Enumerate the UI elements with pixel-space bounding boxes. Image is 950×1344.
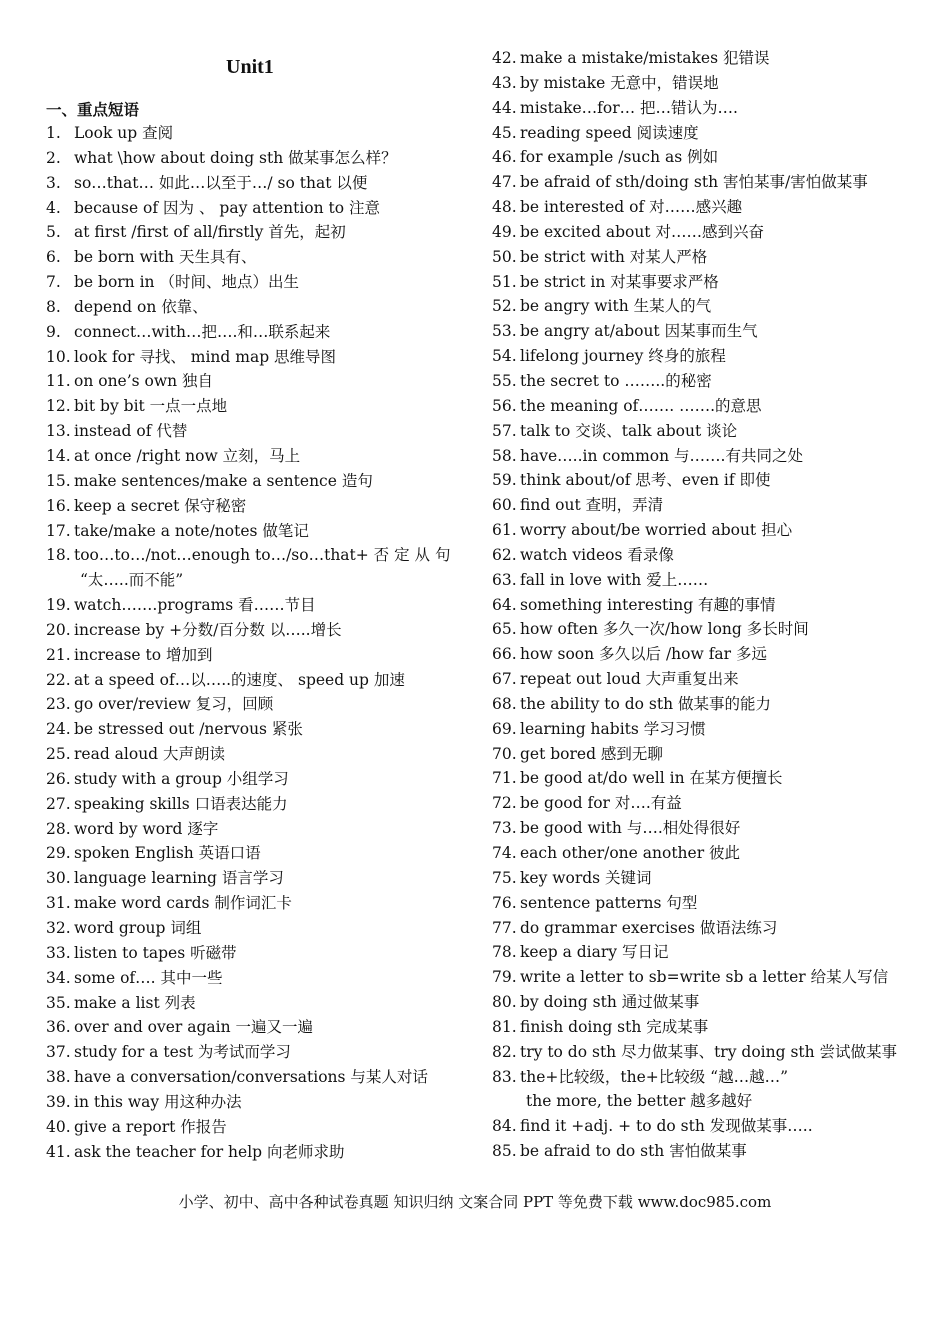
phrase-item [492,1114,912,1139]
phrase-item [46,866,456,891]
phrase-text: do grammar exercises 做语法练习 [520,918,778,937]
phrase-number: 3. [46,173,61,192]
phrase-number: 79. [492,968,517,987]
phrase-text: find out 查明，弄清 [520,496,664,515]
phrase-item [46,469,456,494]
phrase-number: 78. [492,943,517,962]
phrase-continuation: “太…..而不能” [80,571,184,590]
phrase-item [492,170,912,195]
phrase-number: 61. [492,521,517,540]
phrase-text: the secret to ……..的秘密 [520,371,712,390]
phrase-item [492,493,912,518]
phrase-number: 70. [492,744,517,763]
phrase-text: Look up 查阅 [74,124,174,142]
phrase-number: 66. [492,645,517,664]
phrase-number: 73. [492,819,517,838]
phrase-number: 25. [46,745,71,764]
phrase-text: have…..in common 与…….有共同之处 [520,446,803,465]
phrase-item [492,468,912,493]
phrase-text: look for 寻找、 mind map 思维导图 [74,347,337,366]
phrase-number: 2. [46,148,61,167]
phrase-item [492,543,912,568]
phrase-number: 46. [492,148,517,167]
phrase-text: watch videos 看录像 [520,545,674,564]
phrase-item [492,990,912,1015]
phrase-text: how soon 多久以后 /how far 多远 [520,645,768,664]
phrase-text: learning habits 学习习惯 [520,719,706,738]
phrase-number: 26. [46,769,71,788]
phrase-number: 85. [492,1142,517,1161]
phrase-number: 71. [492,769,517,788]
phrase-item [46,618,456,643]
phrase-item [492,444,912,469]
phrase-number: 20. [46,620,71,639]
phrase-text: listen to tapes 听磁带 [74,943,237,962]
phrase-number: 21. [46,645,71,664]
phrase-item [46,891,456,916]
phrase-text: by mistake 无意中，错误地 [520,73,719,92]
phrase-number: 48. [492,198,517,217]
phrase-item [492,369,912,394]
phrase-text: be stressed out /nervous 紧张 [74,720,303,739]
phrase-text: be strict with 对某人严格 [520,247,708,266]
phrase-item [46,543,456,568]
section-heading: 一、重点短语 [46,100,140,119]
phrase-number: 34. [46,968,71,987]
phrase-item [46,394,456,419]
phrase-number: 38. [46,1068,71,1087]
phrase-text: talk to 交谈、talk about 谈论 [520,421,738,440]
phrase-number: 53. [492,322,517,341]
phrase-text: try to do sth 尽力做某事、try doing sth 尝试做某事 [520,1042,898,1061]
phrase-item [46,991,456,1016]
phrase-item [46,146,456,171]
phrase-number: 51. [492,272,517,291]
phrase-item [46,320,456,345]
phrase-item [46,1140,456,1165]
phrase-number: 56. [492,396,517,415]
phrase-item [46,1090,456,1115]
phrase-item [46,419,456,444]
phrase-text: be good with 与….相处得很好 [520,819,741,838]
phrase-text: make a list 列表 [74,993,196,1012]
phrase-item [492,841,912,866]
phrase-item [492,419,912,444]
phrase-number: 76. [492,893,517,912]
phrase-number: 16. [46,496,71,515]
phrase-number: 42. [492,49,517,67]
phrase-text: at a speed of…以…..的速度、 speed up 加速 [74,670,405,689]
phrase-number: 84. [492,1117,517,1136]
phrase-text: for example /such as 例如 [520,148,719,167]
phrase-number: 10. [46,347,71,366]
phrase-number: 57. [492,421,517,440]
phrase-text: on one’s own 独自 [74,372,214,391]
phrase-text: worry about/be worried about 担心 [520,521,793,540]
phrase-number: 32. [46,919,71,937]
phrase-text: write a letter to sb=write sb a letter 给某人写信 [520,968,889,987]
phrase-item [492,1015,912,1040]
phrase-item [492,294,912,319]
phrase-item [492,1040,912,1065]
phrase-text: read aloud 大声朗读 [74,745,226,764]
phrase-number: 60. [492,496,517,515]
phrase-continuation: the more, the better 越多越好 [526,1092,753,1111]
phrase-text: be afraid of sth/doing sth 害怕某事/害怕做某事 [520,173,868,192]
phrase-text: spoken English 英语口语 [74,844,261,863]
phrase-text: depend on 依靠、 [74,297,208,316]
phrase-text: keep a secret 保守秘密 [74,496,247,515]
phrase-item [492,1065,912,1090]
phrase-number: 23. [46,695,71,714]
phrase-item [492,195,912,220]
phrase-number: 11. [46,372,71,391]
phrase-text: reading speed 阅读速度 [520,123,699,142]
phrase-item [492,145,912,170]
phrase-number: 39. [46,1092,71,1111]
phrase-item [46,742,456,767]
phrase-item [46,593,456,618]
phrase-item [492,717,912,742]
phrase-item [46,767,456,792]
phrase-number: 8. [46,297,61,316]
phrase-item [492,866,912,891]
phrase-text: at first /first of all/firstly 首先，起初 [74,223,346,242]
phrase-item [46,643,456,668]
phrase-text: watch…….programs 看……节目 [74,596,316,615]
phrase-item [46,369,456,394]
phrase-text: mistake…for… 把…错认为…. [520,98,738,117]
left-column [46,121,456,1164]
phrase-number: 27. [46,794,71,813]
phrase-item [46,1065,456,1090]
phrase-number: 80. [492,993,517,1012]
phrase-text: study with a group 小组学习 [74,769,289,788]
phrase-number: 17. [46,521,71,540]
phrase-item [492,71,912,96]
phrase-item [492,940,912,965]
phrase-text: study for a test 为考试而学习 [74,1043,291,1062]
phrase-text: be angry at/about 因某事而生气 [520,322,758,341]
phrase-item [492,121,912,146]
phrase-text: the+比较级，the+比较级 “越…越…” [520,1067,789,1086]
phrase-text: be afraid to do sth 害怕做某事 [520,1142,747,1161]
phrase-item [46,668,456,693]
phrase-number: 67. [492,670,517,689]
phrase-item [492,245,912,270]
phrase-item [492,1139,912,1164]
phrase-item [492,568,912,593]
phrase-item [492,916,912,941]
phrase-number: 62. [492,545,517,564]
phrase-text: make sentences/make a sentence 造句 [74,471,373,490]
phrase-text: instead of 代替 [74,422,188,441]
phrase-text: take/make a note/notes 做笔记 [74,521,309,540]
phrase-number: 47. [492,173,517,192]
phrase-number: 35. [46,993,71,1012]
phrase-item [46,1115,456,1140]
phrase-item [492,816,912,841]
phrase-item [46,121,456,146]
phrase-text: be born in （时间、地点）出生 [74,273,299,292]
phrase-number: 18. [46,546,71,565]
phrase-number: 36. [46,1018,71,1037]
phrase-number: 43. [492,73,517,92]
phrase-text: key words 关键词 [520,868,652,887]
phrase-item [46,1040,456,1065]
phrase-item [492,220,912,245]
phrase-text: in this way 用这种办法 [74,1092,242,1111]
phrase-number: 40. [46,1117,71,1136]
phrase-text: some of…. 其中一些 [74,968,223,987]
phrase-number: 52. [492,297,517,316]
phrase-item [492,766,912,791]
phrase-text: what \how about doing sth 做某事怎么样？ [74,148,397,167]
phrase-number: 5. [46,223,61,242]
phrase-number: 12. [46,397,71,416]
phrase-number: 68. [492,694,517,713]
phrase-item [46,817,456,842]
phrase-number: 83. [492,1067,517,1086]
phrase-text: the meaning of……. …….的意思 [520,396,762,415]
phrase-number: 24. [46,720,71,739]
phrase-item [46,345,456,370]
phrase-number: 54. [492,347,517,366]
phrase-number: 77. [492,918,517,937]
phrase-text: be good at/do well in 在某方便擅长 [520,769,783,788]
phrase-item [492,319,912,344]
phrase-number: 7. [46,273,61,292]
phrase-number: 74. [492,844,517,862]
phrase-item [492,394,912,419]
phrase-number: 1. [46,124,61,142]
phrase-item [46,841,456,866]
phrase-text: each other/one another 彼此 [520,844,741,862]
phrase-item [46,1015,456,1040]
phrase-text: be born with 天生具有、 [74,248,257,267]
phrase-text: language learning 语言学习 [74,869,284,888]
phrase-number: 33. [46,943,71,962]
phrase-item [492,791,912,816]
phrase-text: fall in love with 爱上…… [520,570,709,589]
phrase-text: be interested of 对……感兴趣 [520,198,743,217]
phrase-text: give a report 作报告 [74,1117,227,1136]
phrase-text: repeat out loud 大声重复出来 [520,670,739,689]
phrase-text: have a conversation/conversations 与某人对话 [74,1068,428,1087]
phrase-item [492,667,912,692]
phrase-item [46,941,456,966]
phrase-number: 19. [46,596,71,615]
phrase-text: be angry with 生某人的气 [520,297,712,316]
phrase-number: 37. [46,1043,71,1062]
phrase-text: something interesting 有趣的事情 [520,595,776,614]
phrase-text: bit by bit 一点一点地 [74,397,228,416]
phrase-number: 41. [46,1142,71,1161]
phrase-text: think about/of 思考、even if 即使 [520,471,771,490]
phrase-number: 28. [46,819,71,838]
phrase-number: 81. [492,1017,517,1036]
phrase-text: be excited about 对……感到兴奋 [520,222,764,241]
phrase-number: 72. [492,794,517,813]
phrase-item [492,593,912,618]
phrase-item [492,270,912,295]
right-column [492,46,912,1164]
phrase-text: increase by +分数/百分数 以…..增长 [74,620,342,639]
phrase-text: speaking skills 口语表达能力 [74,794,288,813]
phrase-text: be strict in 对某事要求严格 [520,272,719,291]
phrase-text: find it +adj. + to do sth 发现做某事….. [520,1117,813,1136]
phrase-text: at once /right now 立刻，马上 [74,446,301,465]
phrase-number: 50. [492,247,517,266]
phrase-text: increase to 增加到 [74,645,213,664]
phrase-text: word group 词组 [74,919,202,937]
phrase-number: 29. [46,844,71,863]
phrase-number: 44. [492,98,517,117]
phrase-number: 4. [46,198,61,217]
phrase-number: 31. [46,894,71,913]
phrase-number: 14. [46,446,71,465]
phrase-text: be good for 对….有益 [520,794,682,813]
phrase-number: 63. [492,570,517,589]
phrase-text: make word cards 制作词汇卡 [74,894,292,913]
phrase-text: the ability to do sth 做某事的能力 [520,694,772,713]
phrase-number: 64. [492,595,517,614]
phrase-item [46,692,456,717]
phrase-text: lifelong journey 终身的旅程 [520,347,726,366]
phrase-number: 58. [492,446,517,465]
phrase-item [46,444,456,469]
phrase-item [46,717,456,742]
phrase-item [492,692,912,717]
phrase-number: 6. [46,248,61,267]
phrase-item [46,245,456,270]
phrase-item [492,891,912,916]
phrase-text: sentence patterns 句型 [520,893,698,912]
phrase-item [46,916,456,941]
phrase-item [46,295,456,320]
phrase-number: 82. [492,1042,517,1061]
phrase-text: by doing sth 通过做某事 [520,993,700,1012]
phrase-item [46,220,456,245]
phrase-text: keep a diary 写日记 [520,943,669,962]
phrase-text: too…to…/not…enough to…/so…that+ 否 定 从 句 [74,546,451,565]
phrase-number: 22. [46,670,71,689]
phrase-text: ask the teacher for help 向老师求助 [74,1142,345,1161]
phrase-number: 9. [46,322,61,341]
phrase-text: go over/review 复习，回顾 [74,695,274,714]
phrase-item [492,46,912,71]
phrase-item [46,792,456,817]
phrase-number: 75. [492,868,517,887]
phrase-item [492,344,912,369]
phrase-item [492,742,912,767]
phrase-text: get bored 感到无聊 [520,744,663,763]
phrase-text: because of 因为 、 pay attention to 注意 [74,198,381,217]
phrase-text: connect…with…把….和…联系起来 [74,322,331,341]
phrase-number: 30. [46,869,71,888]
phrase-number: 13. [46,422,71,441]
phrase-number: 55. [492,371,517,390]
phrase-number: 65. [492,620,517,639]
phrase-item [46,196,456,221]
phrase-item [492,96,912,121]
phrase-number: 15. [46,471,71,490]
page-footer: 小学、初中、高中各种试卷真题 知识归纳 文案合同 PPT 等免费下载 www.doc985.com [178,1193,772,1211]
phrase-item [492,965,912,990]
phrase-item [46,966,456,991]
page-title: Unit1 [226,56,274,78]
phrase-text: finish doing sth 完成某事 [520,1017,709,1036]
phrase-item [46,519,456,544]
phrase-item [46,494,456,519]
phrase-item [492,518,912,543]
phrase-text: so…that… 如此…以至于…/ so that 以便 [74,173,368,192]
phrase-number: 45. [492,123,517,142]
phrase-text: over and over again 一遍又一遍 [74,1018,314,1037]
phrase-text: make a mistake/mistakes 犯错误 [520,49,770,67]
phrase-number: 69. [492,719,517,738]
phrase-text: word by word 逐字 [74,819,219,838]
phrase-item [492,642,912,667]
phrase-number: 49. [492,222,517,241]
phrase-number: 59. [492,471,517,490]
phrase-item [46,270,456,295]
phrase-item [46,171,456,196]
phrase-item [492,617,912,642]
phrase-text: how often 多久一次/how long 多长时间 [520,620,809,639]
